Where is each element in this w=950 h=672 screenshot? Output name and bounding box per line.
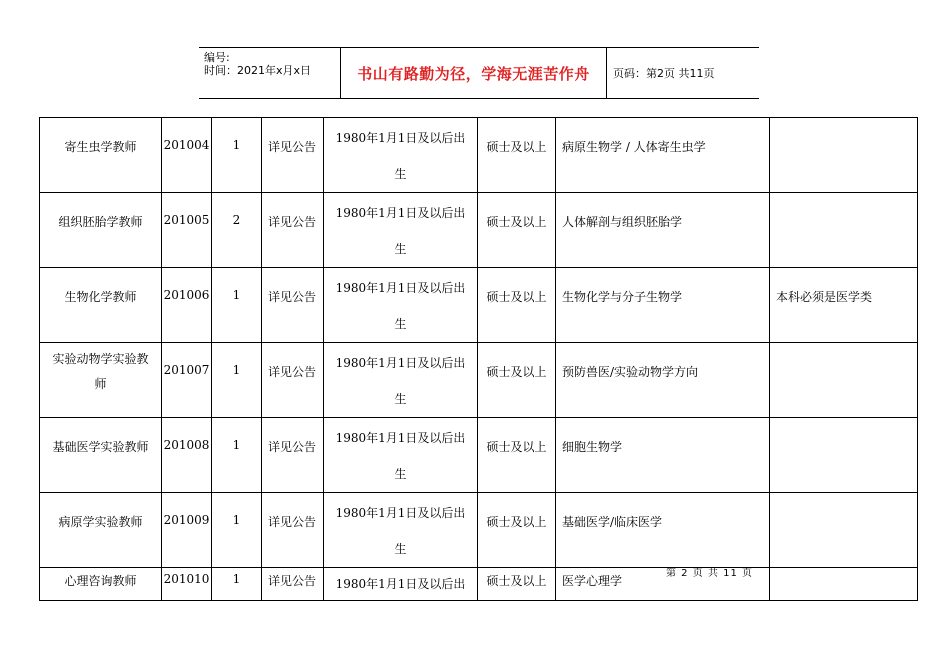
note-cell: 详见公告 — [262, 568, 324, 601]
count-cell: 1 — [212, 268, 262, 343]
count-cell: 2 — [212, 193, 262, 268]
table-row — [40, 418, 918, 493]
note-cell: 详见公告 — [262, 118, 324, 193]
position-line: 师 — [94, 377, 107, 391]
education-cell: 硕士及以上 — [478, 493, 556, 568]
remark-cell — [770, 118, 918, 193]
birthdate-line: 生 — [394, 242, 407, 256]
position-cell: 病原学实验教师 — [40, 493, 162, 568]
birthdate-cell — [324, 493, 478, 568]
page-footer: 第 2 页 共 11 页 — [666, 568, 753, 579]
recruitment-table — [39, 117, 918, 601]
note-cell: 详见公告 — [262, 493, 324, 568]
document-time: 时间：2021年x月x日 — [204, 64, 312, 77]
note-cell: 详见公告 — [262, 418, 324, 493]
table-row — [40, 268, 918, 343]
note-cell: 详见公告 — [262, 193, 324, 268]
birthdate-line: 1980年1月1日及以后出 — [335, 506, 466, 520]
major-cell: 生物化学与分子生物学 — [556, 268, 770, 343]
education-cell: 硕士及以上 — [478, 418, 556, 493]
position-cell: 心理咨询教师 — [40, 568, 162, 601]
table-row — [40, 493, 918, 568]
education-cell: 硕士及以上 — [478, 343, 556, 418]
note-cell: 详见公告 — [262, 343, 324, 418]
table-row — [40, 118, 918, 193]
education-cell: 硕士及以上 — [478, 193, 556, 268]
count-cell: 1 — [212, 118, 262, 193]
table-row — [40, 343, 918, 418]
position-cell: 基础医学实验教师 — [40, 418, 162, 493]
remark-cell — [770, 568, 918, 601]
major-cell: 细胞生物学 — [556, 418, 770, 493]
code-cell: 201009 — [162, 493, 212, 568]
remark-cell — [770, 493, 918, 568]
birthdate-line: 生 — [394, 542, 407, 556]
header-motto: 书山有路勤为径，学海无涯苦作舟 — [341, 48, 607, 98]
count-cell: 1 — [212, 343, 262, 418]
position-line: 实验动物学实验教 — [52, 352, 149, 366]
birthdate-line: 生 — [394, 317, 407, 331]
major-cell: 基础医学/临床医学 — [556, 493, 770, 568]
code-cell: 201008 — [162, 418, 212, 493]
document-header — [199, 47, 759, 99]
table-row — [40, 193, 918, 268]
position-cell: 组织胚胎学教师 — [40, 193, 162, 268]
birthdate-cell — [324, 343, 478, 418]
remark-cell: 本科必须是医学类 — [770, 268, 918, 343]
code-cell: 201010 — [162, 568, 212, 601]
code-cell: 201006 — [162, 268, 212, 343]
position-cell: 生物化学教师 — [40, 268, 162, 343]
document-number-label: 编号: — [204, 51, 230, 64]
code-cell: 201007 — [162, 343, 212, 418]
birthdate-line: 生 — [394, 392, 407, 406]
birthdate-cell — [324, 193, 478, 268]
code-cell: 201004 — [162, 118, 212, 193]
birthdate-line: 生 — [394, 467, 407, 481]
education-cell: 硕士及以上 — [478, 118, 556, 193]
birthdate-cell — [324, 118, 478, 193]
position-cell — [40, 343, 162, 418]
birthdate-line: 生 — [394, 167, 407, 181]
birthdate-line: 1980年1月1日及以后出 — [335, 431, 466, 445]
count-cell: 1 — [212, 568, 262, 601]
note-cell: 详见公告 — [262, 268, 324, 343]
header-meta — [199, 48, 341, 98]
remark-cell — [770, 343, 918, 418]
birthdate-cell: 1980年1月1日及以后出 — [324, 568, 478, 601]
birthdate-line: 1980年1月1日及以后出 — [335, 281, 466, 295]
major-cell: 医学心理学 — [556, 568, 770, 601]
birthdate-line: 1980年1月1日及以后出 — [335, 131, 466, 145]
birthdate-cell — [324, 418, 478, 493]
education-cell: 硕士及以上 — [478, 268, 556, 343]
major-cell: 病原生物学 / 人体寄生虫学 — [556, 118, 770, 193]
education-cell: 硕士及以上 — [478, 568, 556, 601]
table-row — [40, 568, 918, 601]
birthdate-line: 1980年1月1日及以后出 — [335, 206, 466, 220]
header-page-code: 页码：第2页 共11页 — [613, 67, 715, 80]
remark-cell — [770, 418, 918, 493]
birthdate-cell — [324, 268, 478, 343]
count-cell: 1 — [212, 493, 262, 568]
major-cell: 人体解剖与组织胚胎学 — [556, 193, 770, 268]
remark-cell — [770, 193, 918, 268]
major-cell: 预防兽医/实验动物学方向 — [556, 343, 770, 418]
count-cell: 1 — [212, 418, 262, 493]
position-cell: 寄生虫学教师 — [40, 118, 162, 193]
birthdate-line: 1980年1月1日及以后出 — [335, 356, 466, 370]
code-cell: 201005 — [162, 193, 212, 268]
